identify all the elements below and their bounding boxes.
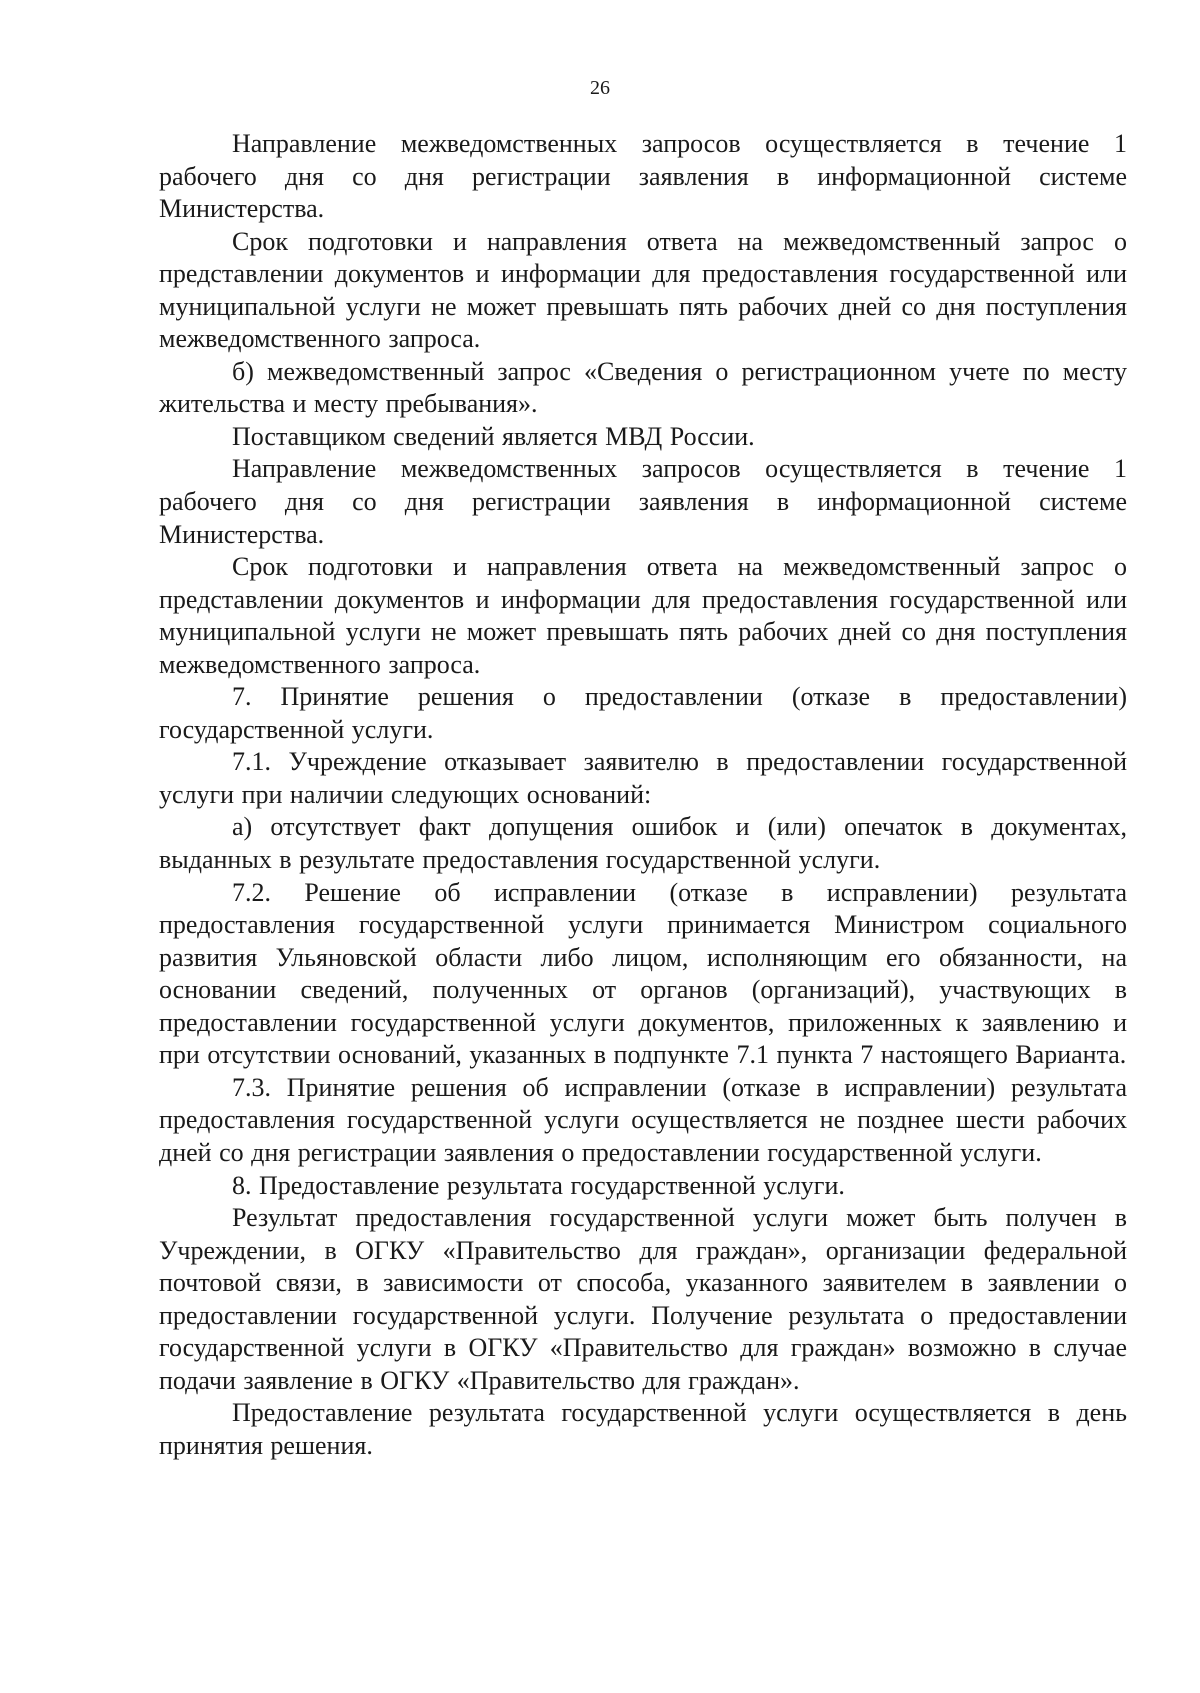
document-body — [159, 128, 1127, 1462]
paragraph-refusal-ground-a: а) отсутствует факт допущения ошибок и (или) опечаток в документах, выданных в результате предоставления государственной услуги. — [159, 812, 1127, 875]
paragraph-interagency-request-timing-2: Направление межведомственных запросов осуществляется в течение 1 рабочего дня со дня регистрации заявления в информационной системе Министерства. — [159, 454, 1127, 549]
paragraph-section-8: 8. Предоставление результата государственной услуги. — [232, 1170, 845, 1200]
paragraph-section-7-2: 7.2. Решение об исправлении (отказе в исправлении) результата предоставления государственной услуги принимается Министром социального развития Ульяновской области либо лицом, исполняющим его обязанности, на основании сведений, полученных от органов (организаций), участвующих в предоставлении государственной услуги документов, приложенных к заявлению и при отсутствии оснований, указанных в подпункте 7.1 пункта 7 настоящего Варианта. — [159, 877, 1127, 1070]
paragraph-interagency-request-timing: Направление межведомственных запросов осуществляется в течение 1 рабочего дня со дня регистрации заявления в информационной системе Министерства. — [159, 129, 1127, 224]
paragraph-section-7-3: 7.3. Принятие решения об исправлении (отказе в исправлении) результата предоставления государственной услуги осуществляется не позднее шести рабочих дней со дня регистрации заявления о предоставлении государственной услуги. — [159, 1072, 1127, 1167]
paragraph-result-delivery: Результат предоставления государственной услуги может быть получен в Учреждении, в ОГКУ «Правительство для граждан», организации федеральной почтовой связи, в зависимости от способа, указанного заявителем в заявлении о предоставлении государственной услуги. Получение результата о предоставлении государственной услуги в ОГКУ «Правительство для граждан» возможно в случае подачи заявление в ОГКУ «Правительство для граждан». — [159, 1203, 1127, 1395]
paragraph-data-provider: Поставщиком сведений является МВД России. — [232, 421, 755, 451]
paragraph-registration-request: б) межведомственный запрос «Сведения о регистрационном учете по месту жительства и месту пребывания». — [159, 356, 1127, 419]
paragraph-response-deadline: Срок подготовки и направления ответа на межведомственный запрос о представлении документов и информации для предоставления государственной или муниципальной услуги не может превышать пять рабочих дней со дня поступления межведомственного запроса. — [159, 226, 1127, 354]
paragraph-result-date: Предоставление результата государственной услуги осуществляется в день принятия решения. — [159, 1398, 1127, 1460]
paragraph-section-7: 7. Принятие решения о предоставлении (отказе в предоставлении) государственной услуги. — [159, 682, 1127, 744]
paragraph-section-7-1: 7.1. Учреждение отказывает заявителю в предоставлении государственной услуги при наличии следующих оснований: — [159, 747, 1127, 809]
page-number: 26 — [590, 77, 610, 99]
paragraph-response-deadline-2: Срок подготовки и направления ответа на межведомственный запрос о представлении документов и информации для предоставления государственной или муниципальной услуги не может превышать пять рабочих дней со дня поступления межведомственного запроса. — [159, 552, 1127, 679]
